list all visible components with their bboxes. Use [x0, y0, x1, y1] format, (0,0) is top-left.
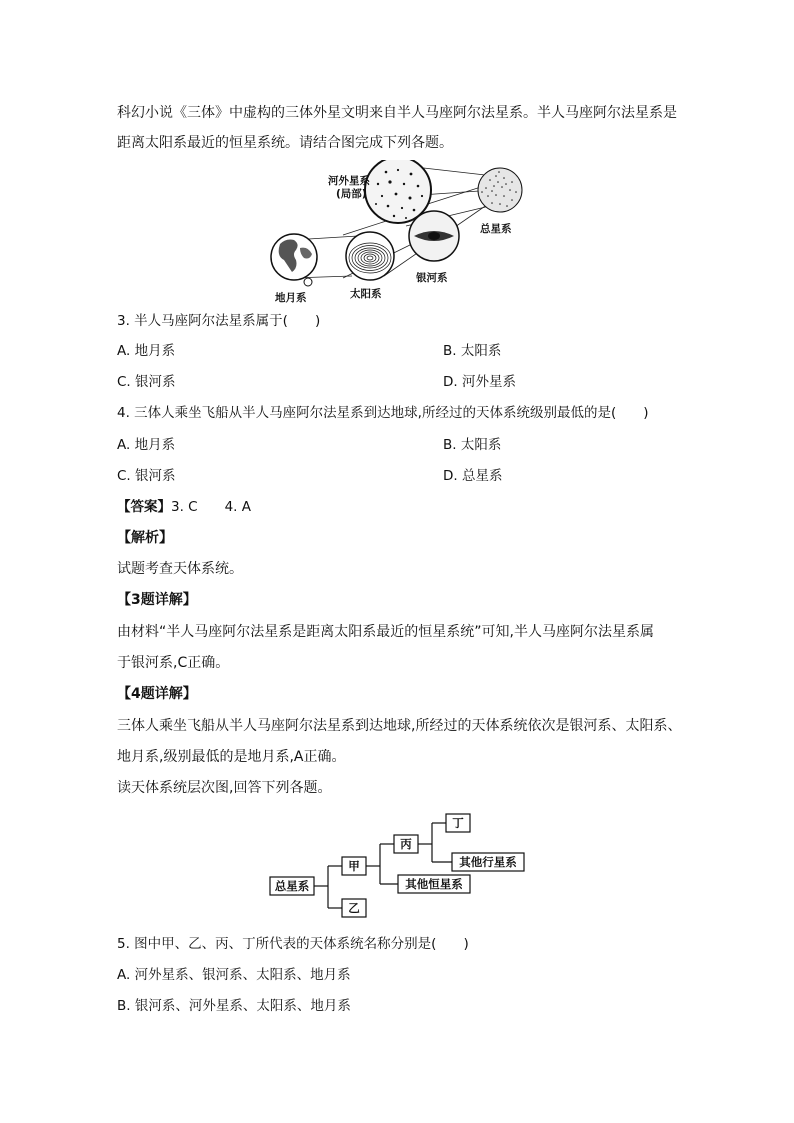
q3-option-b[interactable]: B. 太阳系 [443, 343, 502, 359]
label-solar-system: 太阳系 [350, 288, 382, 300]
q4-detail-line-1: 三体人乘坐飞船从半人马座阿尔法星系到达地球,所经过的天体系统依次是银河系、太阳系、 [117, 718, 682, 734]
text-ding: 丁 [452, 816, 464, 830]
q3-stem: 3. 半人马座阿尔法星系属于( ) [117, 313, 321, 329]
q4-detail-line-2: 地月系,级别最低的是地月系,A正确。 [117, 749, 346, 765]
label-milky-way: 银河系 [416, 272, 448, 284]
q3-detail-line-2: 于银河系,C正确。 [117, 655, 230, 671]
text-yi: 乙 [348, 901, 360, 915]
label-earth-moon: 地月系 [275, 292, 307, 304]
answer-label: 【答案】 [117, 499, 171, 515]
answer-text: 3. C 4. A [171, 499, 252, 515]
intro-line-1: 科幻小说《三体》中虚构的三体外星文明来自半人马座阿尔法星系。半人马座阿尔法星系是 [117, 105, 677, 121]
text-other-stars: 其他恒星系 [405, 877, 463, 891]
q3-option-d[interactable]: D. 河外星系 [443, 374, 516, 390]
moon-circle [304, 278, 312, 286]
q3-detail-heading: 【3题详解】 [117, 592, 197, 608]
text-other-planets: 其他行星系 [459, 855, 517, 869]
q5-option-a[interactable]: A. 河外星系、银河系、太阳系、地月系 [117, 967, 351, 983]
analysis-heading: 【解析】 [117, 530, 173, 546]
intro-2: 读天体系统层次图,回答下列各题。 [117, 780, 332, 796]
analysis-summary: 试题考查天体系统。 [117, 561, 243, 577]
q4-option-c[interactable]: C. 银河系 [117, 468, 176, 484]
q5-option-b[interactable]: B. 银河系、河外星系、太阳系、地月系 [117, 998, 351, 1014]
celestial-systems-figure [266, 160, 536, 306]
q4-detail-heading: 【4题详解】 [117, 686, 197, 702]
answer-line [117, 498, 251, 516]
q4-option-d[interactable]: D. 总星系 [443, 468, 503, 484]
q5-stem: 5. 图中甲、乙、丙、丁所代表的天体系统名称分别是( ) [117, 936, 469, 952]
label-universe: 总星系 [480, 223, 512, 235]
q4-stem: 4. 三体人乘坐飞船从半人马座阿尔法星系到达地球,所经过的天体系统级别最低的是( ) [117, 405, 649, 421]
hierarchy-diagram [268, 810, 530, 922]
q3-option-c[interactable]: C. 银河系 [117, 374, 176, 390]
q4-option-b[interactable]: B. 太阳系 [443, 437, 502, 453]
text-bing: 丙 [400, 837, 412, 851]
universe-circle [478, 168, 522, 212]
text-total-universe: 总星系 [274, 879, 310, 893]
q3-detail-line-1: 由材料“半人马座阿尔法星系是距离太阳系最近的恒星系统”可知,半人马座阿尔法星系属 [117, 624, 654, 640]
intro-line-2: 距离太阳系最近的恒星系统。请结合图完成下列各题。 [117, 135, 453, 151]
label-partial: (局部) [336, 188, 367, 200]
q4-option-a[interactable]: A. 地月系 [117, 437, 176, 453]
text-jia: 甲 [348, 859, 360, 873]
label-extragalactic: 河外星系 [328, 175, 370, 187]
q3-option-a[interactable]: A. 地月系 [117, 343, 176, 359]
